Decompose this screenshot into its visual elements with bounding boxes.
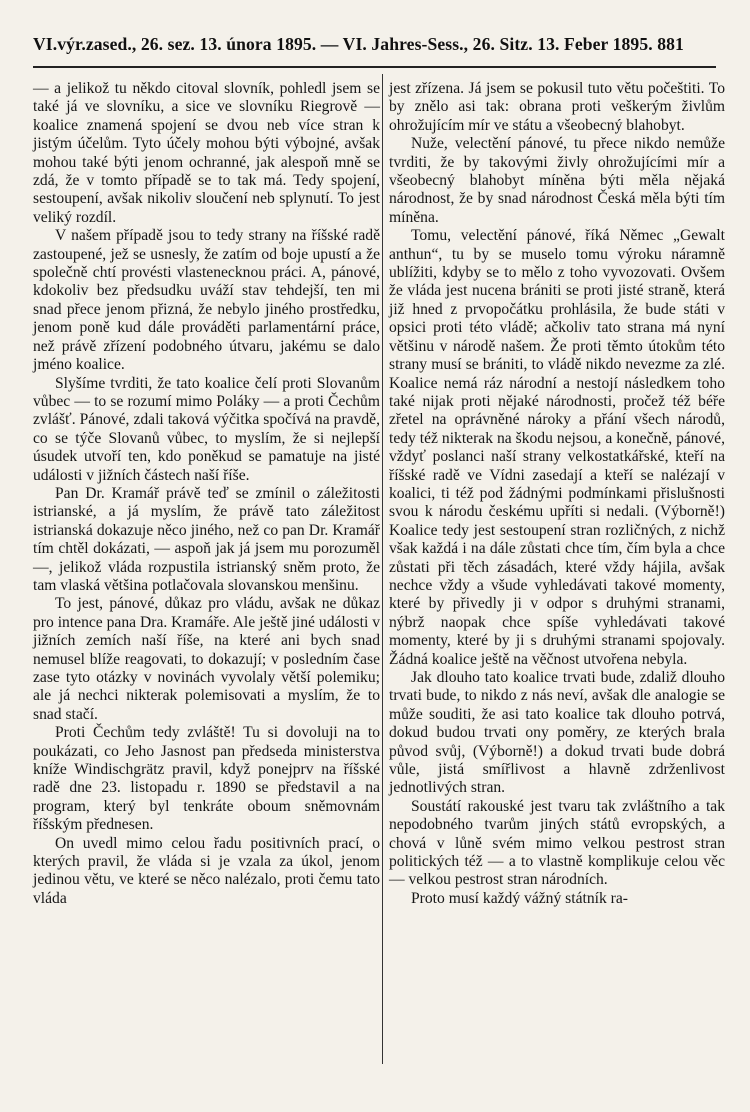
- column-divider: [382, 74, 383, 1064]
- paragraph: Proti Čechům tedy zvláště! Tu si dovoluji na to poukázati, co Jeho Jasnost pan předseda ministerstva kníže Windischgrätz pravil, když ponejprv na říšské radě dne 23. listopadu r. 1890 se představil a na program, který byl tenkráte oboum sněmovnám říšským přednesen.: [33, 724, 380, 834]
- right-column: [389, 80, 725, 908]
- paragraph: Nuže, velectění pánové, tu přece nikdo nemůže tvrditi, že by takovými živly ohrožujícími mír a všeobecný blahobyt míněna býti měla nějaká národnost, že by snad národnost Česká měla býti tím míněna.: [389, 135, 725, 226]
- left-column: [33, 80, 380, 908]
- paragraph: jest zřízena. Já jsem se pokusil tuto větu počeštiti. To by znělo asi tak: obrana proti veškerým živlům ohrožujícím mír ve státu a všeobecný blahobyt.: [389, 80, 725, 134]
- header-rule: [33, 66, 716, 68]
- paragraph: — a jelikož tu někdo citoval slovník, pohledl jsem se také já ve slovníku, a sice ve slovníku Riegrově — koalice znamená spojení se dvou neb více stran k jistým účelům. Tyto účely mohou býti výbojné, avšak mohou také býti jenom ochranné, jak alespoň mně se zdá, že v tomto případě se to tak má. Tedy spojení, sestoupení, avšak nikoliv sloučení neb splynutí. To jest veliký rozdíl.: [33, 80, 380, 226]
- paragraph: Tomu, velectění pánové, říká Němec „Gewalt anthun“, tu by se muselo tomu výroku náramně ublížiti, kdyby se to mělo z toho vyvozovati. Ovšem že vláda jest nucena brániti se proti jisté straně, která již hned z prvopočátku prohlásila, že bude státi v opsici proti této vládě; ačkoliv tato strana má nyní většinu v národě našem. Že proti těmto útokům této strany musí se brániti, to vládě nikdo nevezme za zlé. Koalice nemá ráz národní a nestojí následkem toho také nijak proti nějaké národnosti, pročež též béře zřetel na oprávněné nároky a přání všech národů, tedy též nikterak na škodu nejsou, a konečně, pánové, vždyť poslanci naší strany velkostatkářské, kteří na říšské radě ve Vídni zasedají a kteří se nalézají v koalici, ti též pod žádnými podmínkami přislušnosti svou k národu českému upříti si nedali. (Výborně!) Koalice tedy jest sestoupení stran rozličných, z nichž však každá i na dále zůstati chce tím, čím byla a chce zůstati při těch zásadách, které vždy hájila, avšak nechce vždy a všude vyhledávati takové momenty, které by přivedly ji v odpor s druhými stranami, nýbrž naopak chce spíše vyhledávati takové momenty, které by ji s druhými stranami spojovaly. Žádná koalice ještě na věčnost utvořena nebyla.: [389, 227, 725, 668]
- paragraph: Slyšíme tvrditi, že tato koalice čelí proti Slovanům vůbec — to se rozumí mimo Poláky — a proti Čechům zvlášť. Pánové, zdali taková výčitka spočívá na pravdě, co se týče Slovanů vůbec, to myslím, že si nejlepší úsudek utvoří ten, kdo poněkud se pamatuje na jisté události v jižních částech naší říše.: [33, 374, 380, 484]
- paragraph: V našem případě jsou to tedy strany na říšské radě zastoupené, jež se usnesly, že zatím od boje upustí a že společně chtí provésti vlastenecknou práci. A, pánové, kdokoliv bez předsudku uváží stav tehdejší, ten mi snad přece jenom přizná, že nebylo jiného prostředku, jenom poně kud dále prováděti parlamentární práce, než právě zřízení podobného útvaru, jakému se dalo jméno koalice.: [33, 227, 380, 374]
- paragraph: Pan Dr. Kramář právě teď se zmínil o záležitosti istrianské, a já myslím, že právě tato záležitost istrianská dokazuje něco jiného, než co pan Dr. Kramář tím chtěl dokázati, — aspoň jak já jsem mu porozuměl —, jelikož vláda rozpustila istrianský sněm proto, že tam vlaská většina potlačovala slovanskou menšinu.: [33, 484, 380, 594]
- running-header: VI.výr.zased., 26. sez. 13. února 1895. — VI. Jahres-Sess., 26. Sitz. 13. Feber 1895. 881: [33, 34, 684, 54]
- paragraph: Proto musí každý vážný státník ra-: [411, 889, 628, 907]
- paragraph: On uvedl mimo celou řadu positivních prací, o kterých pravil, že vláda si je vzala za úkol, jenom jedinou větu, ve které se něco nalézalo, proti čemu tato vláda: [33, 834, 380, 907]
- paragraph: Soustátí rakouské jest tvaru tak zvláštního a tak nepodobného tvarům jiných států evropských, a chová v lůně svém mimo velkou pestrost stran politických též — a to vlastně komplikuje celou věc — velkou pestrost stran národních.: [389, 797, 725, 889]
- paragraph: To jest, pánové, důkaz pro vládu, avšak ne důkaz pro intence pana Dra. Kramáře. Ale ještě jiné události v jižních zemích naší říše, na které ani bych snad nemusel blíže reagovati, to dokazují; v posledním čase zase tyto otázky v novinách vyvolaly větší polemiku; ale já nechci nikterak polemisovati a myslím, že to snad stačí.: [33, 595, 380, 723]
- paragraph: Jak dlouho tato koalice trvati bude, zdaliž dlouho trvati bude, to nikdo z nás neví, avšak dle analogie se může souditi, že asi tato koalice tak dlouho potrvá, dokud budou trvati ony poměry, ze kterých brala původ svůj, (Výborně!) a dokud trvati bude dobrá vůle, jistá smířlivost a hlavně zdrženlivost jednotlivých stran.: [389, 669, 725, 797]
